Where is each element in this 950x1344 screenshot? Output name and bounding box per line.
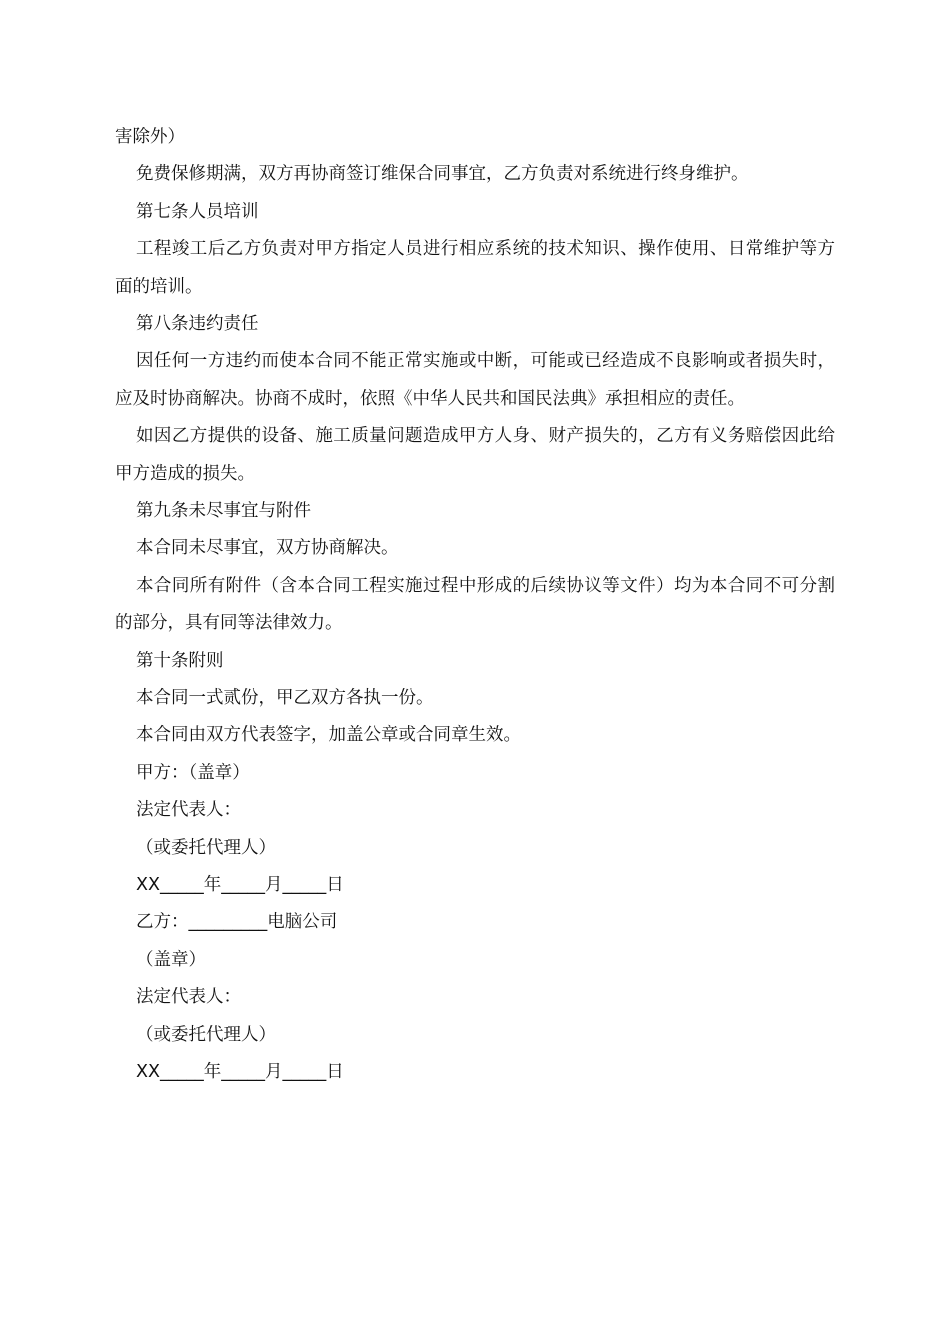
section-heading: 第八条违约责任 xyxy=(136,314,259,335)
party-b-agent: （或委托代理人） xyxy=(136,1024,276,1045)
party-b-legal-rep: 法定代表人： xyxy=(136,987,241,1008)
party-b-name: 乙方：_________电脑公司 xyxy=(136,912,338,933)
paragraph: 本合同所有附件（含本合同工程实施过程中形成的后续协议等文件）均为本合同不可分割的部分，具有同等法律效力。 xyxy=(115,575,835,634)
paragraph: 免费保修期满，双方再协商签订维保合同事宜，乙方负责对系统进行终身维护。 xyxy=(136,164,749,185)
document-body xyxy=(115,119,835,1091)
party-a-date: XX_____年_____月_____日 xyxy=(136,875,344,896)
party-a-agent: （或委托代理人） xyxy=(136,837,276,858)
party-b-date: XX_____年_____月_____日 xyxy=(136,1062,344,1083)
paragraph: 如因乙方提供的设备、施工质量问题造成甲方人身、财产损失的，乙方有义务赔偿因此给甲方造成的损失。 xyxy=(115,426,835,484)
party-a-legal-rep: 法定代表人： xyxy=(136,800,241,821)
paragraph: 工程竣工后乙方负责对甲方指定人员进行相应系统的技术知识、操作使用、日常维护等方面的培训。 xyxy=(115,239,835,297)
text-line: 害除外） xyxy=(115,127,185,147)
party-a-seal: 甲方：（盖章） xyxy=(136,762,250,783)
party-b-seal: （盖章） xyxy=(136,949,206,970)
paragraph: 本合同一式贰份，甲乙双方各执一份。 xyxy=(136,688,434,709)
paragraph: 本合同由双方代表签字，加盖公章或合同章生效。 xyxy=(136,725,521,746)
section-heading: 第七条人员培训 xyxy=(136,201,259,222)
paragraph: 因任何一方违约而使本合同不能正常实施或中断，可能或已经造成不良影响或者损失时，应及时协商解决。协商不成时，依照《中华人民共和国民法典》承担相应的责任。 xyxy=(115,351,835,409)
section-heading: 第九条未尽事宜与附件 xyxy=(136,501,311,522)
section-heading: 第十条附则 xyxy=(136,650,224,671)
paragraph: 本合同未尽事宜，双方协商解决。 xyxy=(136,538,399,559)
